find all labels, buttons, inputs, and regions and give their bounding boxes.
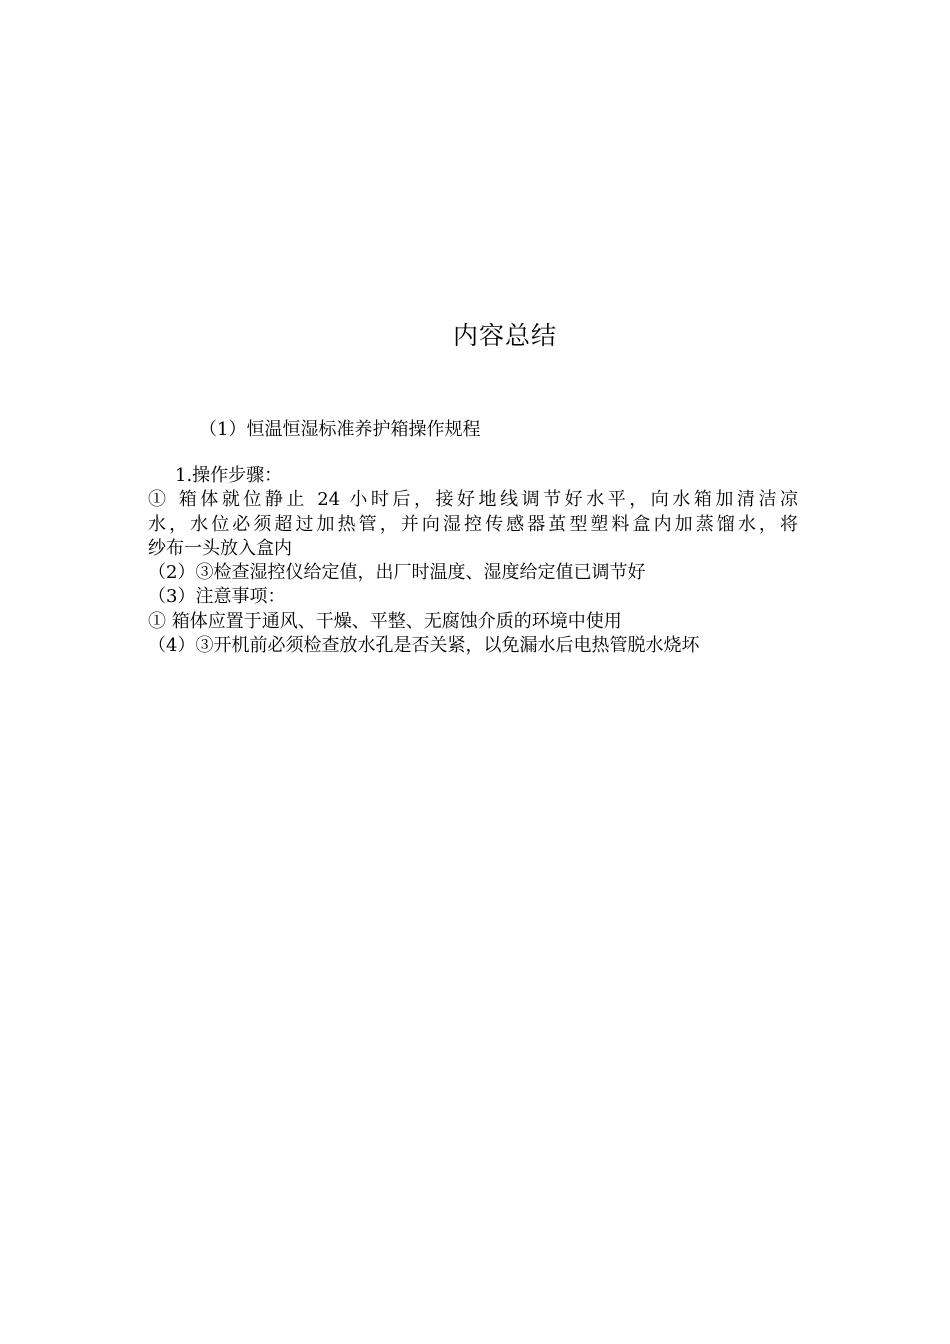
body-text <box>148 464 798 658</box>
page-title: 内容总结 <box>452 321 557 350</box>
body-line-step-1a: ① 箱体就位静止 24 小时后，接好地线调节好水平，向水箱加清洁凉 <box>148 489 798 511</box>
section-heading: （1）恒温恒湿标准养护箱操作规程 <box>199 419 481 440</box>
body-line-item-3: （3）注意事项： <box>148 586 286 608</box>
body-line-item-2: （2）③检查湿控仪给定值，出厂时温度、湿度给定值已调节好 <box>148 562 646 584</box>
body-line-step-1c: 纱布一头放入盒内 <box>148 537 292 559</box>
body-line-steps-heading: 1.操作步骤： <box>175 465 283 486</box>
body-line-step-1b: 水，水位必须超过加热管，并向湿控传感器茧型塑料盒内加蒸馏水，将 <box>148 513 798 535</box>
body-line-note-1: ① 箱体应置于通风、干燥、平整、无腐蚀介质的环境中使用 <box>148 610 622 632</box>
body-line-item-4: （4）③开机前必须检查放水孔是否关紧，以免漏水后电热管脱水烧坏 <box>148 635 700 657</box>
